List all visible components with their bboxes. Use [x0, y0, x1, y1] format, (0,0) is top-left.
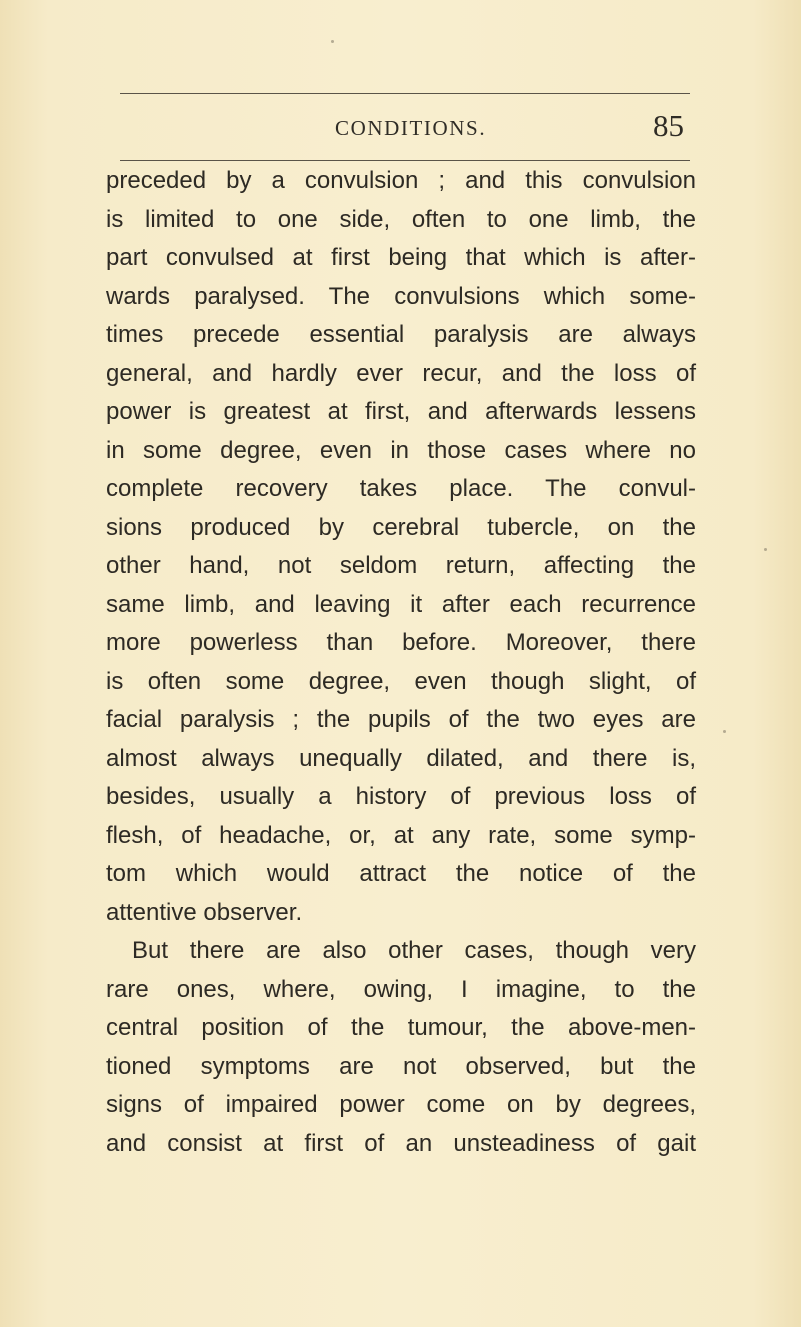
- body-text: [106, 162, 696, 1163]
- header-rule-top: [120, 93, 690, 94]
- text-line: central position of the tumour, the above-men-: [106, 1014, 696, 1041]
- text-line: other hand, not seldom return, affecting the: [106, 552, 696, 579]
- text-line: and consist at first of an unsteadiness of gait: [106, 1129, 696, 1157]
- text-line: in some degree, even in those cases where no: [106, 436, 696, 464]
- page-number: 85: [653, 108, 684, 143]
- text-line: signs of impaired power come on by degrees,: [106, 1091, 696, 1118]
- text-line: tioned symptoms are not observed, but the: [106, 1052, 696, 1080]
- text-line: rare ones, where, owing, I imagine, to the: [106, 975, 696, 1003]
- text-line: same limb, and leaving it after each recurrence: [106, 590, 696, 618]
- header-rule-bottom: [120, 160, 690, 161]
- paper-speck: [764, 548, 767, 551]
- text-line: is limited to one side, often to one limb, the: [106, 205, 696, 233]
- paper-speck: [723, 730, 726, 733]
- text-line: tom which would attract the notice of the: [106, 860, 696, 887]
- running-head: [120, 110, 690, 146]
- text-line: general, and hardly ever recur, and the loss of: [106, 359, 696, 387]
- text-line: wards paralysed. The convulsions which some-: [106, 282, 696, 310]
- text-line: complete recovery takes place. The convul-: [106, 475, 696, 502]
- paper-speck: [331, 40, 334, 43]
- text-line: sions produced by cerebral tubercle, on the: [106, 513, 696, 541]
- text-line: is often some degree, even though slight, of: [106, 667, 696, 695]
- text-line: preceded by a convulsion ; and this convulsion: [106, 167, 696, 194]
- text-line: part convulsed at first being that which is after-: [106, 244, 696, 271]
- text-line: times precede essential paralysis are always: [106, 321, 696, 348]
- running-head-title: CONDITIONS.: [335, 116, 487, 140]
- text-line: flesh, of headache, or, at any rate, some symp-: [106, 821, 696, 849]
- text-line: attentive observer.: [106, 898, 303, 926]
- text-line: power is greatest at first, and afterwards lessens: [106, 398, 696, 425]
- text-line: more powerless than before. Moreover, there: [106, 629, 696, 656]
- text-line: But there are also other cases, though very: [132, 937, 696, 964]
- text-line: facial paralysis ; the pupils of the two eyes are: [106, 706, 696, 733]
- text-line: almost always unequally dilated, and there is,: [106, 744, 696, 772]
- text-line: besides, usually a history of previous loss of: [106, 783, 696, 810]
